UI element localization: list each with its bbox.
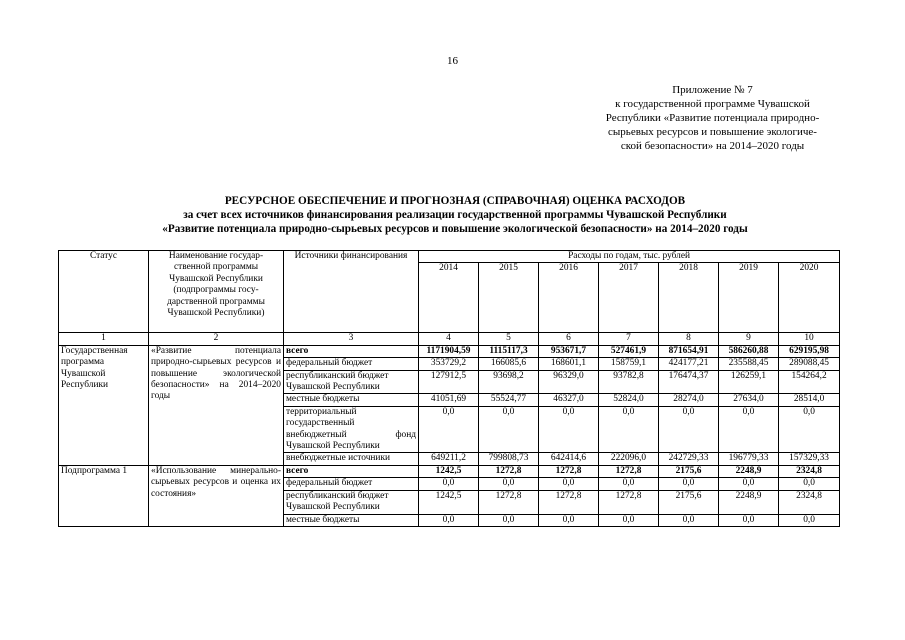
row-value: 166085,6	[479, 358, 539, 370]
row-source: федеральный бюджет	[284, 478, 419, 490]
row-value: 176474,37	[659, 370, 719, 394]
row-value: 871654,91	[659, 345, 719, 357]
table-row	[59, 345, 840, 357]
column-number: 4	[419, 333, 479, 345]
row-value: 1272,8	[479, 465, 539, 477]
title-line: РЕСУРСНОЕ ОБЕСПЕЧЕНИЕ И ПРОГНОЗНАЯ (СПРАВОЧНАЯ) ОЦЕНКА РАСХОДОВ	[224, 195, 686, 207]
row-value: 0,0	[659, 406, 719, 453]
row-value: 0,0	[599, 478, 659, 490]
column-number: 7	[599, 333, 659, 345]
row-value: 41051,69	[419, 394, 479, 406]
header-status: Статус	[59, 251, 149, 333]
header-year: 2015	[479, 263, 539, 333]
row-value: 2324,8	[779, 490, 840, 514]
appendix-line: к государственной программе Чувашской	[615, 98, 810, 110]
header-year: 2014	[419, 263, 479, 333]
row-source: внебюджетные источники	[284, 453, 419, 465]
row-value: 0,0	[779, 478, 840, 490]
document-title	[60, 194, 850, 236]
row-value: 0,0	[539, 478, 599, 490]
table-row	[59, 465, 840, 477]
row-value: 0,0	[599, 406, 659, 453]
column-number: 5	[479, 333, 539, 345]
row-value: 0,0	[479, 478, 539, 490]
appendix-line: Республики «Развитие потенциала природно-	[605, 112, 820, 124]
row-value: 196779,33	[719, 453, 779, 465]
row-status: Государственная программа Чувашской Республики	[59, 345, 149, 465]
row-source: всего	[284, 345, 419, 357]
row-value: 629195,98	[779, 345, 840, 357]
row-value: 1272,8	[539, 490, 599, 514]
row-value: 0,0	[539, 406, 599, 453]
title-line: за счет всех источников финансирования реализации государственной программы Чувашской Республики	[183, 209, 727, 221]
row-value: 2248,9	[719, 465, 779, 477]
row-value: 642414,6	[539, 453, 599, 465]
column-number: 9	[719, 333, 779, 345]
header-year: 2017	[599, 263, 659, 333]
column-number-row	[59, 333, 840, 345]
row-value: 158759,1	[599, 358, 659, 370]
row-value: 1115117,3	[479, 345, 539, 357]
column-number: 3	[284, 333, 419, 345]
row-value: 154264,2	[779, 370, 840, 394]
row-value: 2175,6	[659, 465, 719, 477]
row-value: 0,0	[419, 406, 479, 453]
appendix-note	[545, 83, 880, 153]
row-value: 0,0	[719, 406, 779, 453]
column-number: 2	[149, 333, 284, 345]
row-value: 0,0	[479, 406, 539, 453]
resource-table	[58, 250, 840, 527]
header-year: 2020	[779, 263, 840, 333]
row-value: 649211,2	[419, 453, 479, 465]
header-expenses: Расходы по годам, тыс. рублей	[419, 251, 840, 263]
header-name: Наименование государ-ственной программы Чувашской Республики (подпрограммы госу-дарственной программы Чувашской Республики)	[149, 251, 284, 333]
row-value: 799808,73	[479, 453, 539, 465]
row-status: Подпрограмма 1	[59, 465, 149, 526]
row-source: республиканский бюджет Чувашской Республики	[284, 370, 419, 394]
row-value: 0,0	[719, 514, 779, 526]
row-source: местные бюджеты	[284, 394, 419, 406]
row-program-name: «Использование минерально-сырьевых ресурсов и оценка их состояния»	[149, 465, 284, 526]
row-value: 222096,0	[599, 453, 659, 465]
row-source: республиканский бюджет Чувашской Республики	[284, 490, 419, 514]
row-value: 0,0	[779, 406, 840, 453]
row-value: 0,0	[659, 514, 719, 526]
page-number: 16	[447, 55, 458, 67]
row-value: 2248,9	[719, 490, 779, 514]
row-source: федеральный бюджет	[284, 358, 419, 370]
row-value: 96329,0	[539, 370, 599, 394]
row-value: 93782,8	[599, 370, 659, 394]
appendix-line: Приложение № 7	[672, 84, 753, 96]
column-number: 10	[779, 333, 840, 345]
row-value: 52824,0	[599, 394, 659, 406]
row-value: 0,0	[719, 478, 779, 490]
row-value: 424177,21	[659, 358, 719, 370]
row-program-name: «Развитие потенциала природно-сырьевых ресурсов и повышение экологической безопасности» на 2014–2020 годы	[149, 345, 284, 465]
row-value: 1272,8	[599, 465, 659, 477]
column-number: 6	[539, 333, 599, 345]
row-value: 1272,8	[479, 490, 539, 514]
row-value: 168601,1	[539, 358, 599, 370]
row-source: местные бюджеты	[284, 514, 419, 526]
row-value: 0,0	[539, 514, 599, 526]
row-value: 157329,33	[779, 453, 840, 465]
row-value: 1242,5	[419, 490, 479, 514]
row-value: 0,0	[599, 514, 659, 526]
header-sources: Источники финансирования	[284, 251, 419, 333]
row-value: 1272,8	[539, 465, 599, 477]
row-value: 953671,7	[539, 345, 599, 357]
row-value: 242729,33	[659, 453, 719, 465]
row-value: 127912,5	[419, 370, 479, 394]
appendix-line: ской безопасности» на 2014–2020 годы	[620, 140, 805, 152]
row-value: 1272,8	[599, 490, 659, 514]
row-value: 46327,0	[539, 394, 599, 406]
row-value: 126259,1	[719, 370, 779, 394]
row-value: 1242,5	[419, 465, 479, 477]
header-year: 2016	[539, 263, 599, 333]
row-value: 1171904,59	[419, 345, 479, 357]
row-value: 0,0	[779, 514, 840, 526]
row-value: 93698,2	[479, 370, 539, 394]
row-source: территориальный государственный внебюджетный фонд Чувашской Республики	[284, 406, 419, 453]
row-value: 55524,77	[479, 394, 539, 406]
row-value: 0,0	[479, 514, 539, 526]
row-value: 2175,6	[659, 490, 719, 514]
row-value: 2324,8	[779, 465, 840, 477]
row-value: 289088,45	[779, 358, 840, 370]
row-value: 235588,45	[719, 358, 779, 370]
row-value: 28514,0	[779, 394, 840, 406]
header-year: 2018	[659, 263, 719, 333]
header-year: 2019	[719, 263, 779, 333]
row-source: всего	[284, 465, 419, 477]
column-number: 1	[59, 333, 149, 345]
row-value: 0,0	[419, 514, 479, 526]
row-value: 353729,2	[419, 358, 479, 370]
row-value: 27634,0	[719, 394, 779, 406]
row-value: 28274,0	[659, 394, 719, 406]
row-value: 0,0	[659, 478, 719, 490]
row-value: 586260,88	[719, 345, 779, 357]
row-value: 527461,9	[599, 345, 659, 357]
row-value: 0,0	[419, 478, 479, 490]
title-line: «Развитие потенциала природно-сырьевых ресурсов и повышение экологической безопасности» на 2014–2020 годы	[162, 223, 748, 235]
column-number: 8	[659, 333, 719, 345]
appendix-line: сырьевых ресурсов и повышение экологиче-	[608, 126, 817, 138]
